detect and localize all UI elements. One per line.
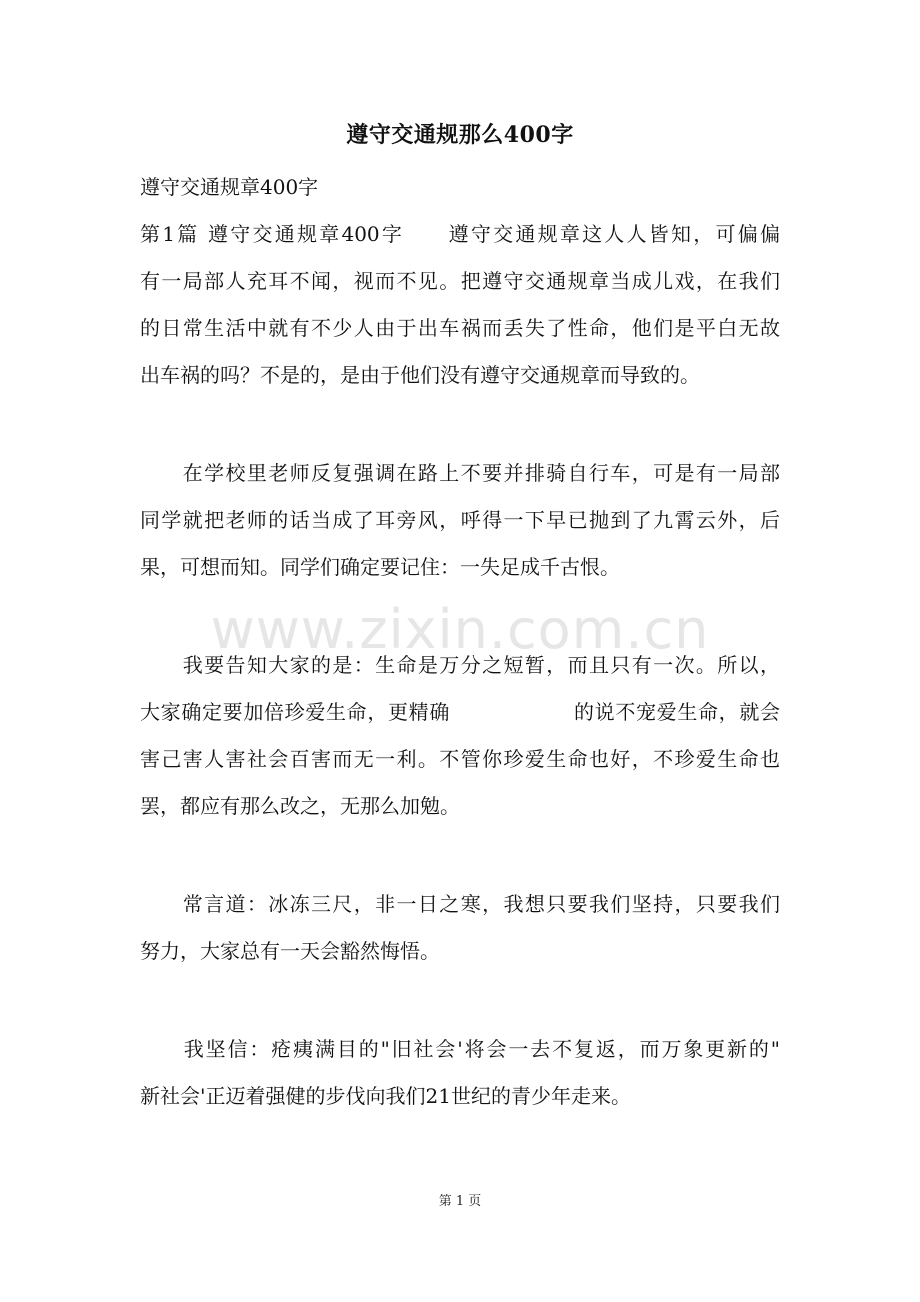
paragraph-1-line-1: 第1篇 遵守交通规章400字 遵守交通规章这人人皆知，可偏偏 [140, 222, 780, 246]
paragraph-3-line-3: 害己害人害社会百害而无一利。不管你珍爱生命也好，不珍爱生命也 [140, 747, 780, 771]
paragraph-2-line-2: 同学就把老师的话当成了耳旁风，呼得一下早已抛到了九霄云外，后 [140, 508, 780, 532]
paragraph-3-line-4: 罢，都应有那么改之，无那么加勉。 [140, 794, 460, 818]
paragraph-2-line-1: 在学校里老师反复强调在路上不要并排骑自行车，可是有一局部 [140, 461, 780, 485]
paragraph-3-line-1: 我要告知大家的是：生命是万分之短暂，而且只有一次。所以， [140, 653, 780, 677]
paragraph-5-line-1: 我坚信：疮痍满目的"旧社会'将会一去不复返，而万象更新的" [140, 1037, 780, 1061]
paragraph-4-line-2: 努力，大家总有一天会豁然悔悟。 [140, 939, 440, 963]
paragraph-2-line-3: 果，可想而知。同学们确定要记住：一失足成千古恨。 [140, 555, 620, 579]
document-subtitle: 遵守交通规章400字 [140, 175, 319, 199]
paragraph-1-line-2: 有一局部人充耳不闻，视而不见。把遵守交通规章当成儿戏，在我们 [140, 269, 780, 293]
document-title: 遵守交通规那么400字 [346, 122, 574, 148]
page-number: 第 1 页 [438, 1194, 482, 1209]
watermark: www.zixin.com.cn [210, 598, 710, 661]
paragraph-5-line-2: 新社会'正迈着强健的步伐向我们21世纪的青少年走来。 [140, 1084, 631, 1108]
paragraph-1-line-3: 的日常生活中就有不少人由于出车祸而丢失了性命，他们是平白无故 [140, 316, 780, 340]
paragraph-3-line-2: 大家确定要加倍珍爱生命，更精确 的说不宠爱生命，就会 [140, 700, 780, 724]
paragraph-1-line-4: 出车祸的吗？不是的，是由于他们没有遵守交通规章而导致的。 [140, 363, 700, 387]
paragraph-4-line-1: 常言道：冰冻三尺，非一日之寒，我想只要我们坚持，只要我们 [140, 892, 780, 916]
